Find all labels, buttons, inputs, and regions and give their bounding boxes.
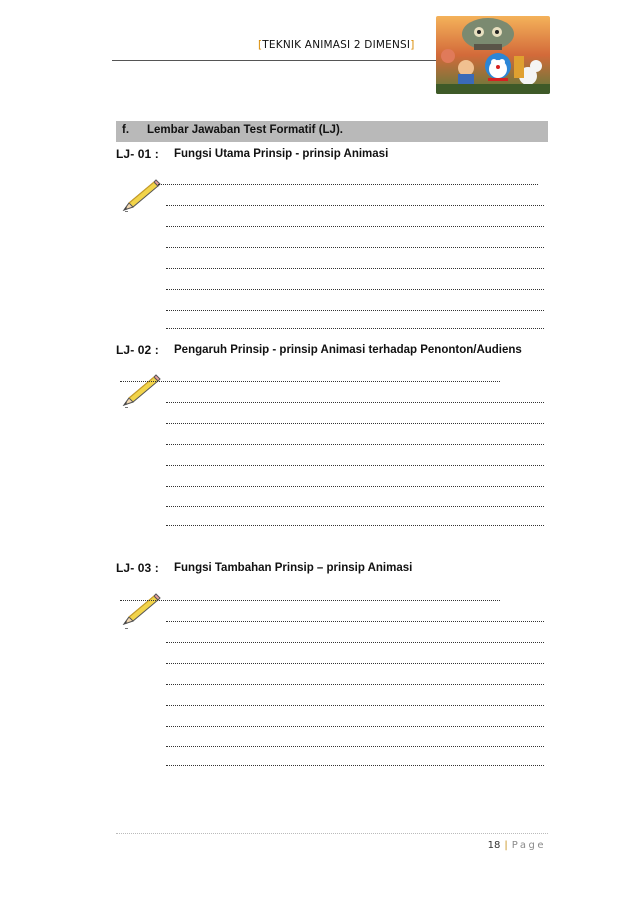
page-footer — [488, 840, 546, 851]
header-rule — [112, 60, 444, 61]
answer-line[interactable] — [158, 184, 538, 185]
answer-line[interactable] — [166, 423, 544, 424]
header-title-text: TEKNIK ANIMASI 2 DIMENSI — [262, 39, 411, 51]
answer-line[interactable] — [166, 746, 544, 747]
section-letter: f. — [122, 124, 130, 136]
answer-line[interactable] — [166, 621, 544, 622]
answer-line[interactable] — [166, 205, 544, 206]
question-3-label: LJ- 03 : — [116, 561, 159, 575]
question-1-label: LJ- 01 : — [116, 147, 159, 161]
footer-rule — [116, 833, 548, 834]
answer-line[interactable] — [166, 486, 544, 487]
mark-tick — [125, 407, 128, 408]
cartoon-header-image — [436, 16, 550, 94]
answer-line[interactable] — [166, 525, 544, 526]
question-3-title: Fungsi Tambahan Prinsip – prinsip Animasi — [174, 562, 413, 574]
answer-line[interactable] — [166, 444, 544, 445]
header-title: [TEKNIK ANIMASI 2 DIMENSI] — [258, 39, 415, 51]
answer-line[interactable] — [166, 247, 544, 248]
answer-line[interactable] — [166, 465, 544, 466]
section-title: Lembar Jawaban Test Formatif (LJ). — [147, 124, 343, 136]
mark-tick — [125, 628, 128, 629]
question-1-title: Fungsi Utama Prinsip - prinsip Animasi — [174, 148, 389, 160]
answer-line[interactable] — [120, 381, 500, 382]
pencil-icon — [120, 590, 162, 632]
answer-line[interactable] — [166, 310, 544, 311]
answer-line[interactable] — [166, 726, 544, 727]
page-number: 18 — [487, 840, 501, 851]
answer-line[interactable] — [166, 328, 544, 329]
answer-line[interactable] — [166, 289, 544, 290]
answer-line[interactable] — [166, 506, 544, 507]
answer-line[interactable] — [166, 765, 544, 766]
answer-line[interactable] — [120, 600, 500, 601]
answer-line[interactable] — [166, 226, 544, 227]
answer-line[interactable] — [166, 268, 544, 269]
answer-line[interactable] — [166, 402, 544, 403]
page-word: Page — [511, 840, 546, 851]
question-2-label: LJ- 02 : — [116, 343, 159, 357]
footer-separator: | — [504, 840, 508, 851]
answer-line[interactable] — [166, 642, 544, 643]
question-2-title: Pengaruh Prinsip - prinsip Animasi terhadap Penonton/Audiens — [174, 344, 522, 356]
answer-line[interactable] — [166, 705, 544, 706]
answer-line[interactable] — [166, 663, 544, 664]
page-header — [0, 0, 638, 70]
answer-line[interactable] — [166, 684, 544, 685]
mark-tick — [125, 211, 128, 212]
